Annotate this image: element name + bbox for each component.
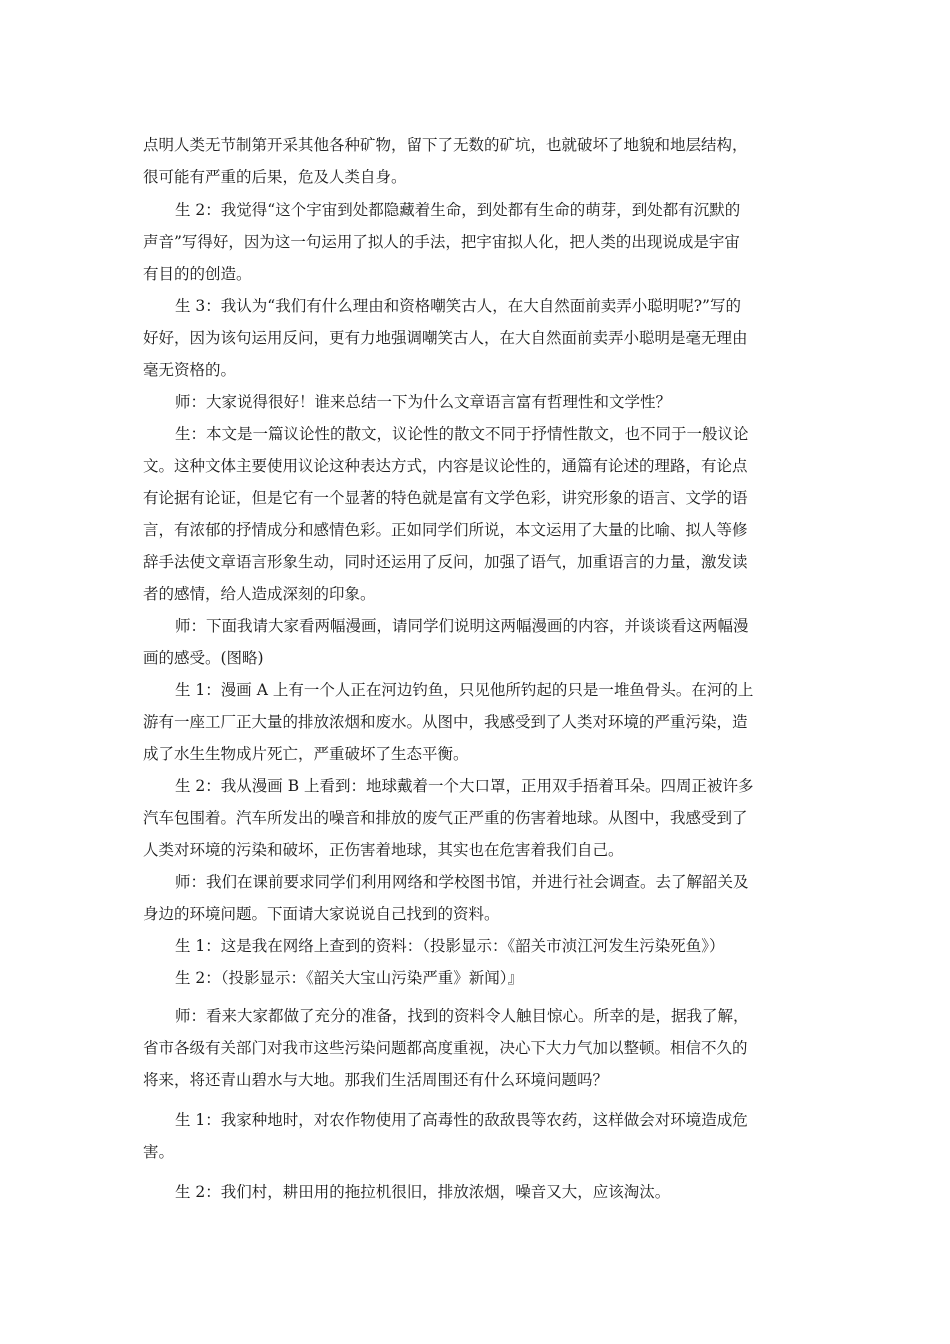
text-line: 生 3：我认为“我们有什么理由和资格嘲笑古人，在大自然面前卖弄小聪明呢?”写的 <box>175 297 741 315</box>
text-line: 将来，将还青山碧水与大地。那我们生活周围还有什么环境问题吗？ <box>143 1071 609 1089</box>
text-line: 声音”写得好，因为这一句运用了拟人的手法，把宇宙拟人化，把人类的出现说成是宇宙 <box>143 233 740 251</box>
paragraph-student-2-cartoon-b <box>143 770 807 866</box>
text-line: 生 1：我家种地时，对农作物使用了高毒性的敌敌畏等农药，这样做会对环境造成危 <box>175 1111 748 1129</box>
paragraph-continuation <box>143 129 807 193</box>
text-line: 生 2：我们村，耕田用的拖拉机很旧，排放浓烟，噪音又大，应该淘汰。 <box>175 1183 671 1201</box>
text-line: 生：本文是一篇议论性的散文，议论性的散文不同于抒情性散文，也不同于一般议论 <box>175 425 749 443</box>
text-line: 游有一座工厂正大量的排放浓烟和废水。从图中，我感受到了人类对环境的严重污染，造 <box>143 713 748 731</box>
text-line: 画的感受。(图略) <box>143 649 264 667</box>
text-line: 点明人类无节制第开采其他各种矿物，留下了无数的矿坑，也就破坏了地貌和地层结构， <box>143 136 748 154</box>
text-line: 毫无资格的。 <box>143 361 237 379</box>
paragraph-teacher-followup <box>143 1000 807 1096</box>
text-line: 师：看来大家都做了充分的准备，找到的资料令人触目惊心。所幸的是，据我了解， <box>175 1007 749 1025</box>
text-line: 生 2：（投影显示：《韶关大宝山污染严重》新闻）』 <box>175 969 524 987</box>
text-line: 人类对环境的污染和破坏，正伤害着地球，其实也在危害着我们自己。 <box>143 841 624 859</box>
paragraph-student-1-pesticide <box>143 1104 807 1168</box>
text-line: 生 2：我觉得“这个宇宙到处都隐藏着生命，到处都有生命的萌芽，到处都有沉默的 <box>175 201 741 219</box>
paragraph-student-2-source <box>143 962 807 994</box>
text-line: 者的感情，给人造成深刻的印象。 <box>143 585 376 603</box>
text-line: 师：我们在课前要求同学们利用网络和学校图书馆，并进行社会调查。去了解韶关及 <box>175 873 749 891</box>
paragraph-teacher-research <box>143 866 807 930</box>
text-line: 生 2：我从漫画 B 上看到：地球戴着一个大口罩，正用双手捂着耳朵。四周正被许多 <box>175 777 754 795</box>
paragraph-student-1-cartoon-a <box>143 674 807 770</box>
text-line: 成了水生生物成片死亡，严重破坏了生态平衡。 <box>143 745 469 763</box>
paragraph-student-3 <box>143 290 807 386</box>
text-line: 汽车包围着。汽车所发出的噪音和排放的废气正严重的伤害着地球。从图中，我感受到了 <box>143 809 748 827</box>
paragraph-student-1-source <box>143 930 807 962</box>
text-line: 言，有浓郁的抒情成分和感情色彩。正如同学们所说，本文运用了大量的比喻、拟人等修 <box>143 521 748 539</box>
text-line: 很可能有严重的后果，危及人类自身。 <box>143 168 407 186</box>
text-line: 师：大家说得很好！谁来总结一下为什么文章语言富有哲理性和文学性？ <box>175 393 672 411</box>
text-line: 有论据有论证，但是它有一个显著的特色就是富有文学色彩，讲究形象的语言、文学的语 <box>143 489 748 507</box>
paragraph-teacher-cartoons <box>143 610 807 674</box>
text-line: 害。 <box>143 1143 175 1161</box>
paragraph-student-summary <box>143 418 807 610</box>
text-line: 生 1：漫画 A 上有一个人正在河边钓鱼，只见他所钓起的只是一堆鱼骨头。在河的上 <box>175 681 754 699</box>
text-line: 有目的的创造。 <box>143 265 252 283</box>
text-line: 身边的环境问题。下面请大家说说自己找到的资料。 <box>143 905 500 923</box>
text-line: 辞手法使文章语言形象生动，同时还运用了反问，加强了语气，加重语言的力量，激发读 <box>143 553 748 571</box>
paragraph-student-2-tractor <box>143 1176 807 1208</box>
text-line: 省市各级有关部门对我市这些污染问题都高度重视，决心下大力气加以整顿。相信不久的 <box>143 1039 748 1057</box>
text-line: 好好，因为该句运用反问，更有力地强调嘲笑古人，在大自然面前卖弄小聪明是毫无理由 <box>143 329 748 347</box>
paragraph-teacher-question <box>143 386 807 418</box>
paragraph-student-2 <box>143 194 807 290</box>
text-line: 师：下面我请大家看两幅漫画，请同学们说明这两幅漫画的内容，并谈谈看这两幅漫 <box>175 617 749 635</box>
text-line: 文。这种文体主要使用议论这种表达方式，内容是议论性的，通篇有论述的理路，有论点 <box>143 457 748 475</box>
text-line: 生 1：这是我在网络上查到的资料：（投影显示：《韶关市浈江河发生污染死鱼》） <box>175 937 725 955</box>
